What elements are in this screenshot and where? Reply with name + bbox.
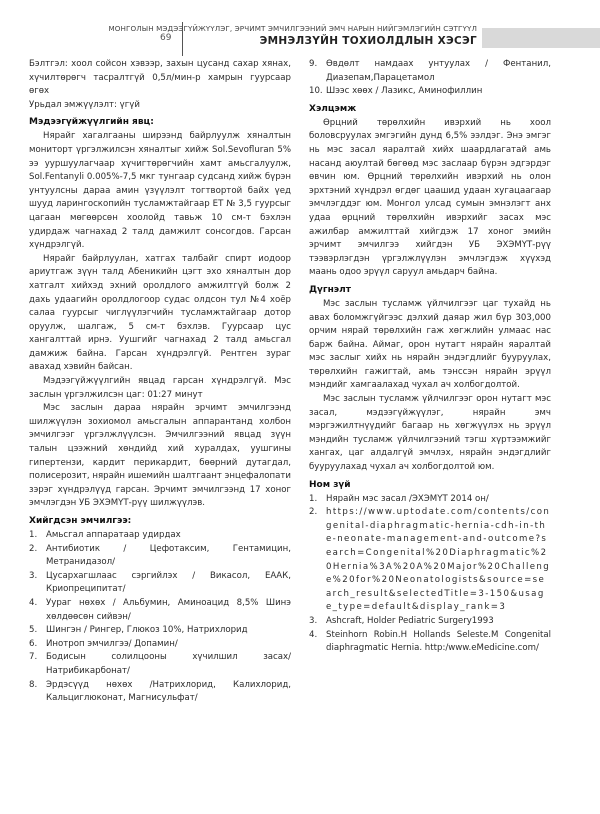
- header-gray-bar: [482, 28, 600, 48]
- list-item: 2. Антибиотик / Цефотаксим, Гентамицин, Метранидазол/: [29, 543, 291, 568]
- list-item: 8. Эрдэсүүд нөхөх /Натрихлорид, Калихлорид, Кальциглюконат, Магнисульфат/: [29, 679, 291, 704]
- paragraph: Мэдээгүйжүүлгийн явцад гарсан хүндрэлгүй. Мэс заслын үргэлжилсэн цаг: 01:27 минут: [29, 376, 291, 400]
- references-heading: Ном зүй: [309, 479, 351, 490]
- reference-item: 3. Ashcraft, Holder Pediatric Surgery1993: [309, 615, 494, 626]
- references-list: [309, 493, 551, 656]
- premedication-text: Урьдал эмжүүлэлт: үгүй: [29, 99, 140, 110]
- paragraph: Нярайг байрлуулан, хатгах талбайг спирт иодоор ариутгаж зүүн талд Абеникийн цэгт эхо хяналтын дор хатгалт хийхэд эхний оролдлого амжилтгүй болж 2 дахь удаагийн оролдлогоор судас олдсон тул №4 хоёр салаа гуурсыг чиглүүлэгчийн тусламжтайгаар дотор оруулж, шалгаж, 5 см-т бэхлэв. Гуурсаар цус хангалттай ирнэ. Уушгийг чагнахад 2 талд амьсгал дамжиж байна. Гарсан хүндрэлгүй. Рентген зураг авахад хэвийн байсан.: [29, 253, 291, 373]
- discussion-heading: Хэлцэмж: [309, 103, 357, 114]
- reference-link[interactable]: https://www.uptodate.com/contents/congenital-diaphragmatic-hernia-cdh-in-the-neonate-management-and-outcome?search=Congenital%20Diaphragmatic%20Hernia%3A%20A%20Major%20Challenge%20for%20Neonatologists&source=search_result&selectedTitle=3-150&usage_type=default&display_rank=3: [326, 507, 551, 613]
- paragraph: Өрцний төрөлхийн ивэрхий нь хоол боловсруулах эмгэгийн дунд 6,5% ээлдэг. Энэ эмгэг нь мэс засал яаралтай хийх шаардлагатай амь насанд аюултай бөгөөд мэс заслаар бүрэн эдгэрдэг өвчин юм. Өрцний төрөлхийн ивэрхий нь олон эрхтэний хүндрэл өгдөг цаашид удаан хугацаагаар эмчлэгддэг юм. Монгол улсад сумын эмнэлэгт анх удаа өрцний төрөлхийн ивэрхийг засах мэс ажилбар амжилттай хийгдэж 17 хоног эмийн эрчимт эмчилгээ хийгдэн УБ ЭХЭМҮТ-рүү тээвэрлэгдэн үргэлжлүүлэн эмчлэгдэж хүүхэд маань одоо эрүүл саруул амьдарч байна.: [309, 117, 551, 278]
- paragraph: Мэс заслын тусламж үйлчилгээг цаг тухайд нь авах боломжгүйгээс дэлхий даяар жил бүр 303,000 орчим нярай төрөлхийн гаж хөгжлийн улмаас нас барж байна. Аймаг, орон нутагт нярайн яаралтай мэс заслыг хийх нь нярайн эндэгдлийг бууруулах, төрөлхийн гажигтай, амь тэнссэн нярайн эрүүл мэндийг хамгаалахад чухал ач холбогдолтой.: [309, 298, 551, 391]
- section-title: ЭМНЭЛЗҮЙН ТОХИОЛДЛЫН ХЭСЭГ: [259, 35, 477, 47]
- reference-item: 2. https://www.uptodate.com/contents/congenital-diaphragmatic-hernia-cdh-in-the-neonate-management-and-outcome?search=Congenital%20Diaphragmatic%20Hernia%3A%20A%20Major%20Challenge%20for%20Neonatologists&source=search_result&selectedTitle=3-150&usage_type=default&display_rank=3: [309, 507, 551, 613]
- treatment-heading: Хийгдсэн эмчилгээ:: [29, 516, 132, 526]
- list-item: 1. Амьсгал аппаратаар удирдах: [29, 530, 181, 540]
- treatment-list: [29, 529, 291, 706]
- preparation-text: Бэлтгэл: хоол сойсон хэвээр, захын цусанд сахар хянах, хүчилтөрөгч тасралтгүй 0,5л/мин-р хамрын гуурсаар өгөх: [29, 59, 291, 97]
- conclusion-heading: Дүгнэлт: [309, 284, 351, 295]
- list-item: 4. Уураг нөхөх / Альбумин, Аминоацид 8,5% Шинэ хөлдөөсөн сийвэн/: [29, 597, 291, 622]
- journal-title: МОНГОЛЫН МЭДЭЭГҮЙЖҮҮЛЭГ, ЭРЧИМТ ЭМЧИЛГЭЭНИЙ ЭМЧ НАРЫН НИЙГЭМЛЭГИЙН СЭТГҮҮЛ: [108, 24, 477, 33]
- reference-item: 1. Нярайн мэс засал /ЭХЭМҮТ 2014 он/: [309, 493, 489, 504]
- left-column: [29, 58, 291, 706]
- list-item: 9. Өвдөлт намдаах унтуулах / Фентанил, Диазепам,Парацетамол: [309, 59, 551, 83]
- paragraph: Нярайг хагалгааны ширээнд байрлуулж хяналтын мониторт үргэлжилсэн хяналтыг хийж Sol.Sevofluran 5% ээ ууршуулагчаар хүчигтөрөгчийн хамт амьсгалуулж, Sol.Fentanyli 0.005%-7,5 мкг тунгаар судсанд хийж бүрэн унтуулсны дараа амин үзүүлэлт тогтвортой байх үед шууд ларингоскопийн тусламжтайгаар ЕТ № 3,5 гуурсыг цагаан мөгөөрсөн хоолойд тавьж 10 см-т бэхлэн удирдаж чагнахад 2 талд дамжилт сонсогдов. Гарсан хүндрэлгүй.: [29, 131, 291, 251]
- paragraph: Мэс заслын дараа нярайн эрчимт эмчилгээнд шилжүүлэн зохиомол амьсгалын аппарантанд холбон эмчилгээг үргэлжлүүлсэн. Эмчилгээний явцад зүүн талын цээжний хөндийд хий хуралдах, уушгины гипертензи, кардит перикардит, бөөрний дутагдал, полисерозит, нярайн ишемийн шалтгаант энцефалопати зэрэг хүндрэлүүд гарсан. Эрчимт эмчилгээнд 17 хоног эмчлэгдэн УБ ЭХЭМҮТ-рүү шилжүүлэв.: [29, 403, 291, 509]
- list-item: 10. Шээс хөөх / Лазикс, Аминофиллин: [309, 86, 483, 97]
- anesthesia-course-heading: Мэдээгүйжүүлгийн явц:: [29, 117, 154, 128]
- reference-item: 4. Steinhorn Robin.H Hollands Seleste.M Congenital diaphragmatic Hernia. http:/www.eMedicine.com/: [309, 629, 551, 654]
- page-number: 69: [160, 33, 172, 43]
- right-column: [309, 58, 551, 656]
- paragraph: Мэс заслын тусламж үйлчилгээг орон нутагт мэс засал, мэдээгүйжүүлэг, нярайн эмч мэргэжилтнүүдийг багаар нь хөгжүүлэх нь эрүүл мэндийн тусламж үйлчилгээний тэгш хүртээмжийг хангах, цаг алдалгүй эмчлэх, нярайн эндэгдлийг бууруулахад чухал ач холбогдолтой юм.: [309, 394, 551, 473]
- list-item: 7. Бодисын солилцооны хүчилшил засах/ Натрибикарбонат/: [29, 652, 291, 676]
- page-header: [0, 0, 600, 60]
- list-item: 3. Цусархагшлаас сэргийлэх / Викасол, ЕААК, Криопреципитат/: [29, 570, 291, 595]
- list-item: 5. Шингэн / Рингер, Глюкоз 10%, Натрихлорид: [29, 625, 248, 636]
- treatment-list-continued: [309, 58, 551, 99]
- list-item: 6. Инотроп эмчилгээ/ Допамин/: [29, 638, 178, 649]
